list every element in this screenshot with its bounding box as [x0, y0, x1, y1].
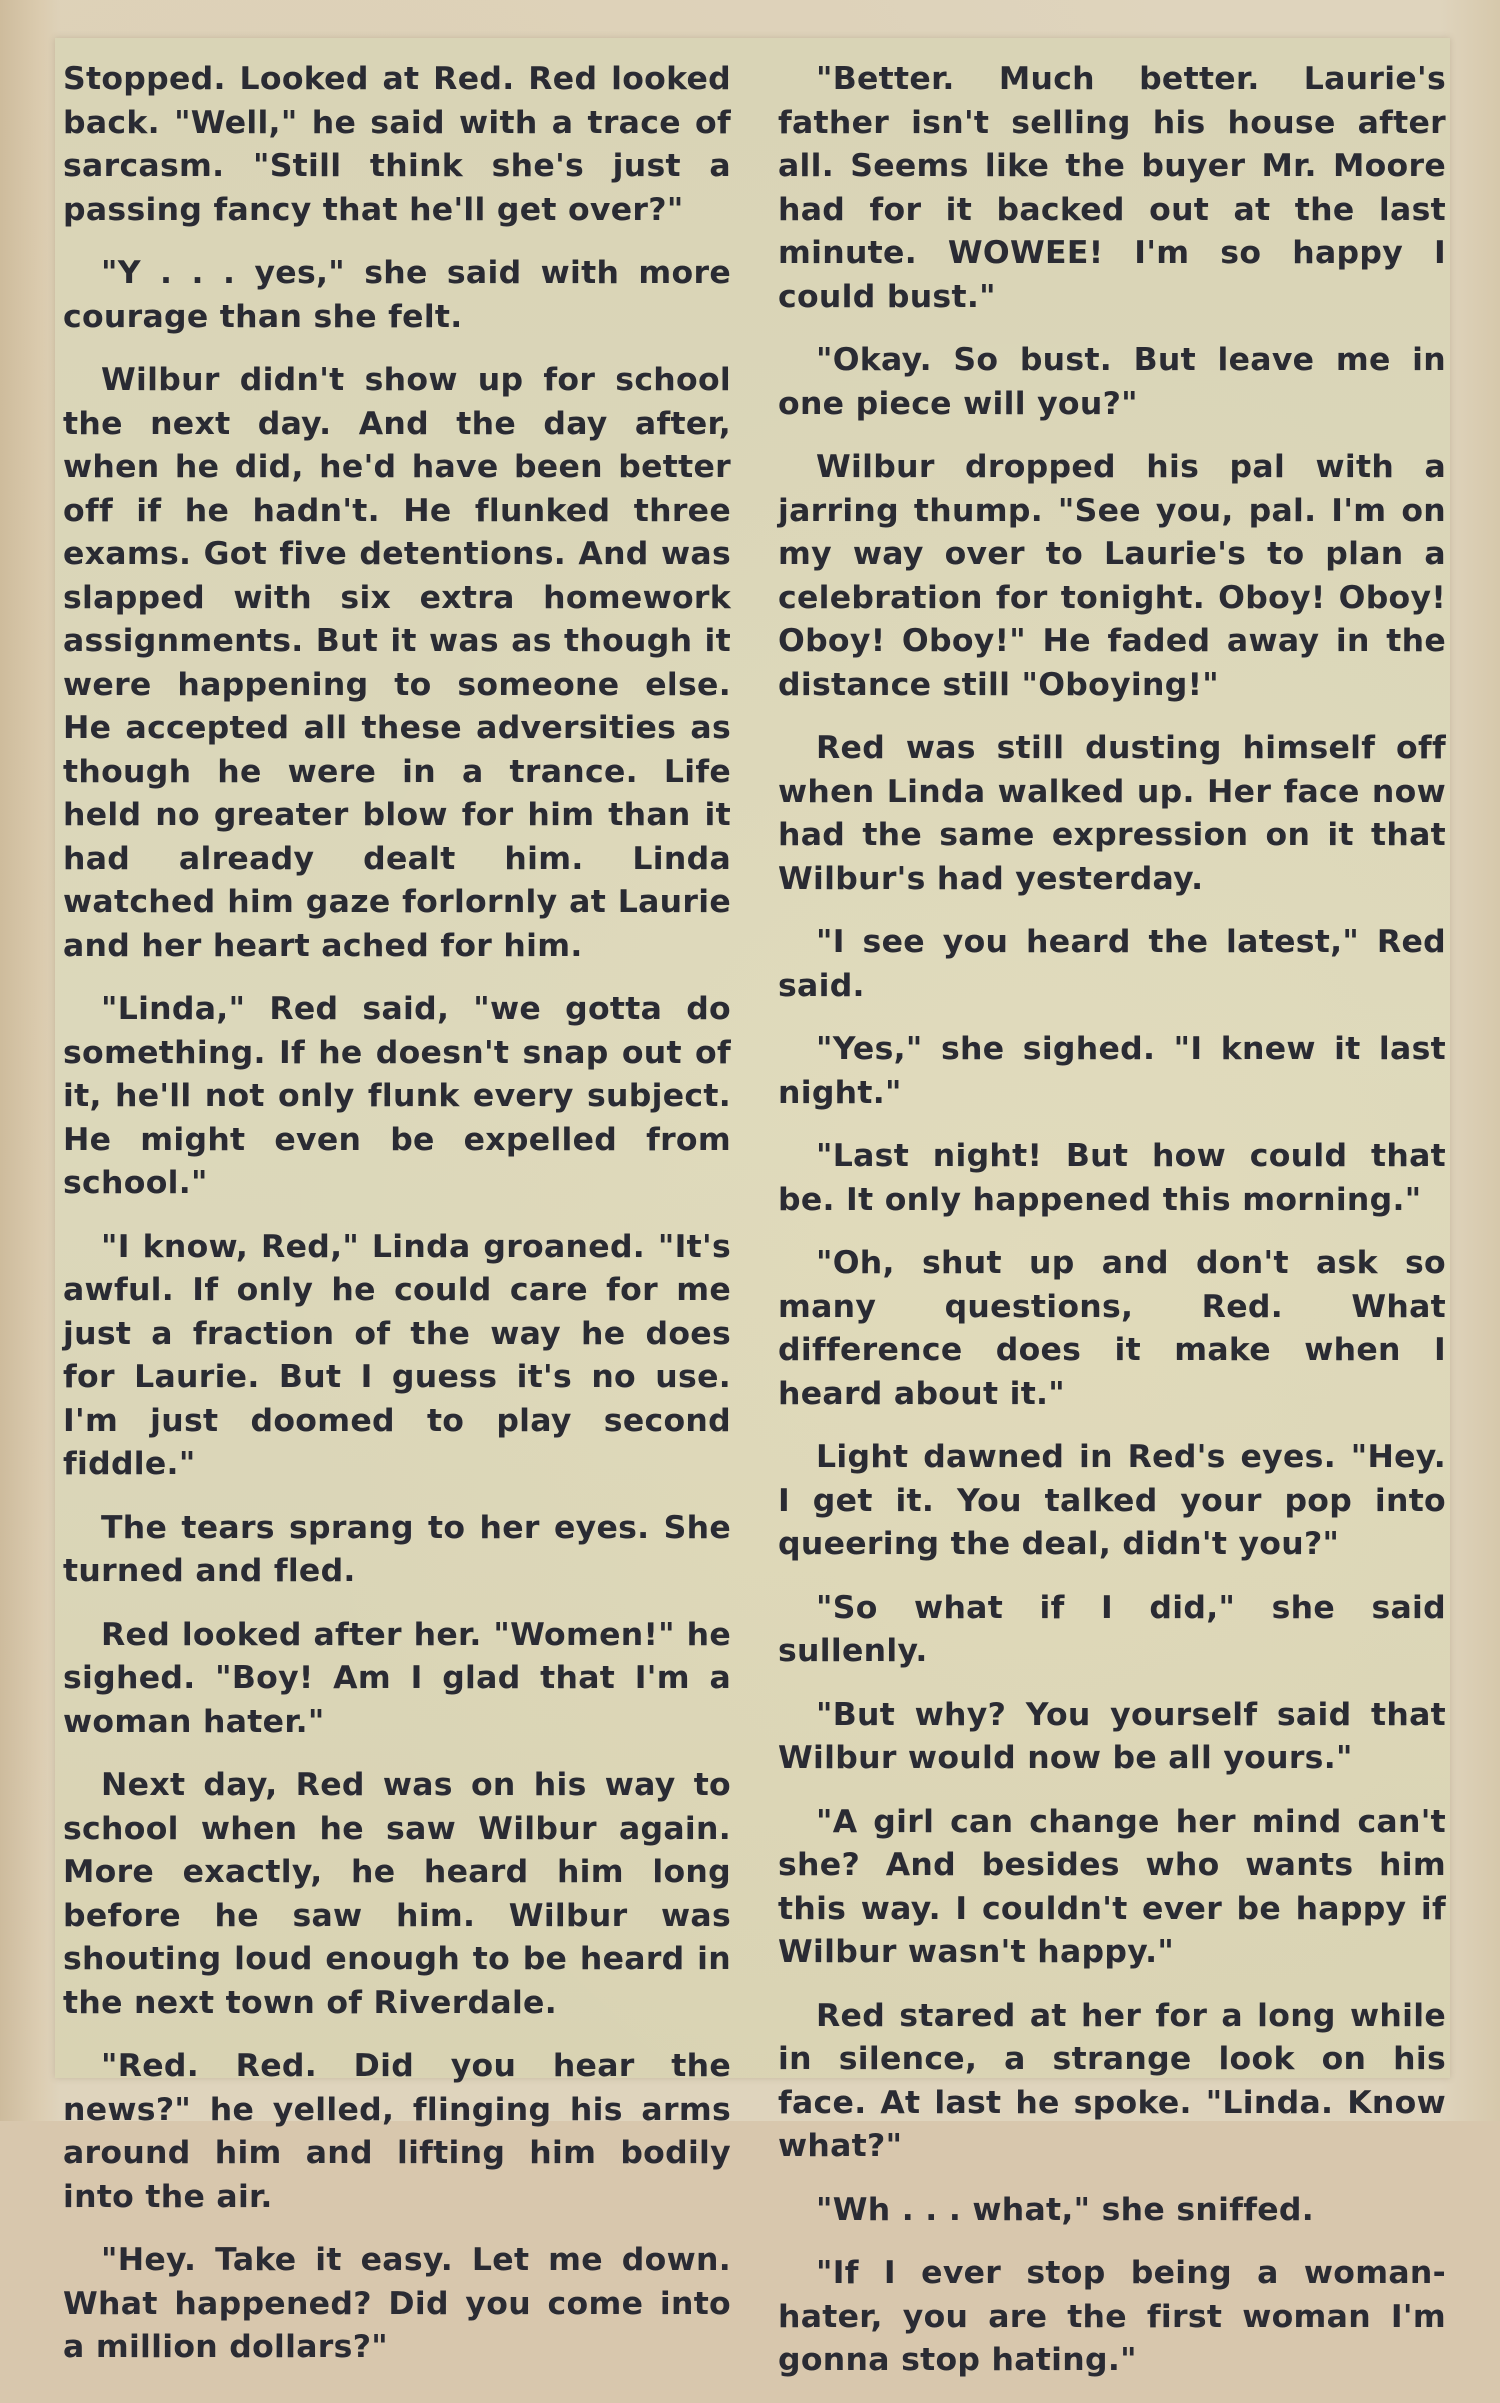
paragraph: "I see you heard the latest," Red said.	[778, 924, 1446, 1004]
paragraph: "Hey. Take it easy. Let me down. What happened? Did you come into a million dollars?"	[63, 2242, 731, 2365]
paragraph: Light dawned in Red's eyes. "Hey. I get it. You talked your pop into queering the deal, didn't you?"	[778, 1439, 1446, 1562]
paragraph: "But why? You yourself said that Wilbur would now be all yours."	[778, 1696, 1446, 1776]
paragraph: "Red. Red. Did you hear the news?" he yelled, flinging his arms around him and lifting him bodily into the air.	[63, 2048, 731, 2215]
paragraph: Stopped. Looked at Red. Red looked back. "Well," he said with a trace of sarcasm. "Still think she's just a passing fancy that he'll get over?"	[63, 61, 731, 228]
paragraph: "Y . . . yes," she said with more courage than she felt.	[63, 255, 731, 335]
paragraph: "A girl can change her mind can't she? And besides who wants him this way. I couldn't ever be happy if Wilbur wasn't happy."	[778, 1803, 1446, 1970]
right-column	[778, 58, 1446, 2403]
paragraph: The tears sprang to her eyes. She turned and fled.	[63, 1509, 731, 1589]
paragraph: "Okay. So bust. But leave me in one piece will you?"	[778, 342, 1446, 422]
paragraph: Red stared at her for a long while in silence, a strange look on his face. At last he spoke. "Linda. Know what?"	[778, 1997, 1446, 2164]
paragraph: "So what if I did," she said sullenly.	[778, 1589, 1446, 1669]
paragraph: "Last night! But how could that be. It only happened this morning."	[778, 1138, 1446, 1218]
paragraph: "Better. Much better. Laurie's father isn't selling his house after all. Seems like the buyer Mr. Moore had for it backed out at the last minute. WOWEE! I'm so happy I could bust."	[778, 61, 1446, 315]
paragraph: "If I ever stop being a woman-hater, you are the first woman I'm gonna stop hating."	[778, 2255, 1446, 2378]
paragraph: "Oh, shut up and don't ask so many questions, Red. What difference does it make when I heard about it."	[778, 1245, 1446, 1412]
paragraph: "Linda," Red said, "we gotta do something. If he doesn't snap out of it, he'll not only flunk every subject. He might even be expelled from school."	[63, 991, 731, 1201]
left-column	[63, 58, 731, 2390]
paragraph: "Wh . . . what," she sniffed.	[816, 2191, 1314, 2228]
paragraph: Red looked after her. "Women!" he sighed. "Boy! Am I glad that I'm a woman hater."	[63, 1616, 731, 1740]
paragraph: Wilbur dropped his pal with a jarring thump. "See you, pal. I'm on my way over to Laurie's to plan a celebration for tonight. Oboy! Oboy! Oboy! Oboy!" He faded away in the distance still "Oboying!"	[778, 449, 1446, 703]
paragraph: Wilbur didn't show up for school the next day. And the day after, when he did, he'd have been better off if he hadn't. He flunked three exams. Got five detentions. And was slapped with six extra homework assignments. But it was as though it were happening to someone else. He accepted all these adversities as though he were in a trance. Life held no greater blow for him than it had already dealt him. Linda watched him gaze forlornly at Laurie and her heart ached for him.	[63, 362, 731, 964]
paragraph: Red was still dusting himself off when Linda walked up. Her face now had the same expression on it that Wilbur's had yesterday.	[778, 730, 1446, 897]
paragraph: "Yes," she sighed. "I knew it last night."	[778, 1031, 1446, 1111]
paragraph: Next day, Red was on his way to school when he saw Wilbur again. More exactly, he heard him long before he saw him. Wilbur was shouting loud enough to be heard in the next town of Riverdale.	[63, 1767, 731, 2021]
printed-text-block	[55, 38, 1450, 2378]
paragraph: "I know, Red," Linda groaned. "It's awful. If only he could care for me just a fraction of the way he does for Laurie. But I guess it's no use. I'm just doomed to play second fiddle."	[63, 1228, 731, 1482]
